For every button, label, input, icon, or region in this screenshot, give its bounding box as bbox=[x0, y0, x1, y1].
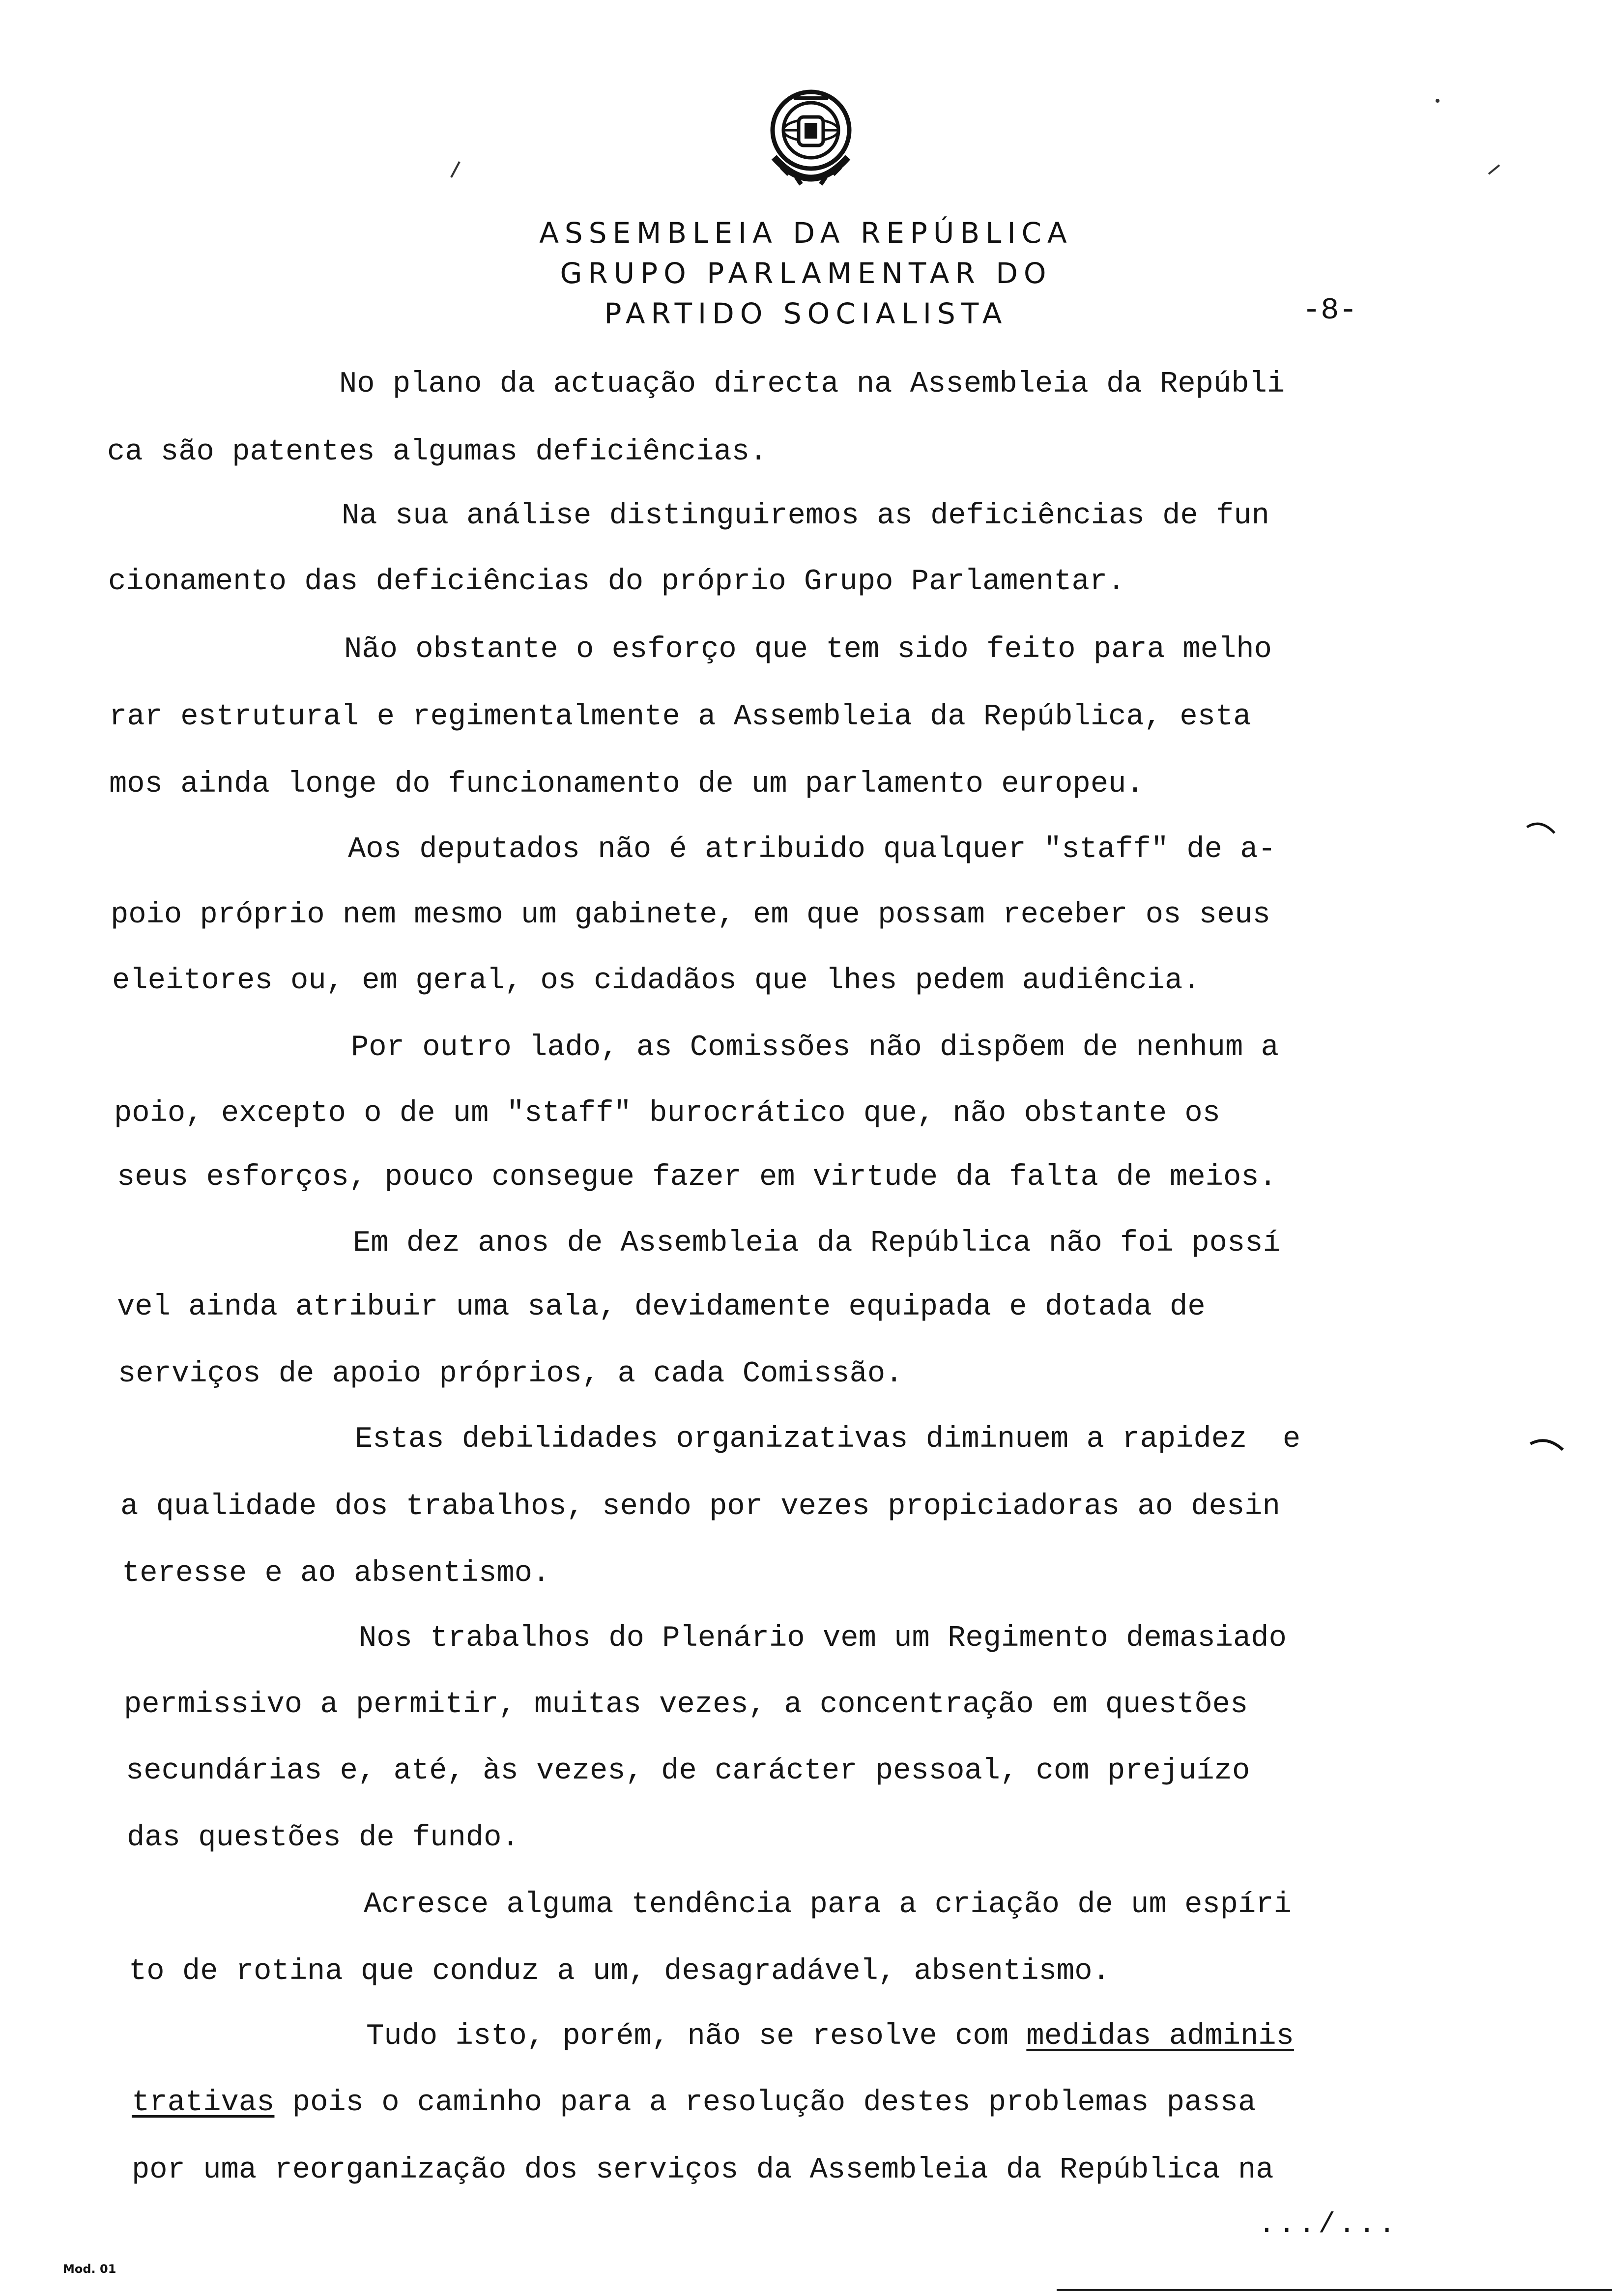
text-line: secundárias e, até, às vezes, de carácter pessoal, com prejuízo bbox=[126, 1754, 1250, 1788]
text-line: seus esforços, pouco consegue fazer em virtude da falta de meios. bbox=[117, 1161, 1277, 1194]
form-code: Mod. 01 bbox=[63, 2262, 116, 2276]
text-line: cionamento das deficiências do próprio Grupo Parlamentar. bbox=[108, 565, 1125, 599]
text-line bbox=[132, 2086, 1256, 2120]
text-line: por uma reorganização dos serviços da Assembleia da República na bbox=[132, 2153, 1274, 2187]
margin-mark-icon bbox=[1529, 1435, 1564, 1455]
text-line: Acresce alguma tendência para a criação de um espíri bbox=[364, 1888, 1292, 1922]
text-line: a qualidade dos trabalhos, sendo por vezes propiciadoras ao desin bbox=[120, 1490, 1280, 1523]
text-line: das questões de fundo. bbox=[127, 1821, 519, 1855]
margin-mark-icon bbox=[1526, 818, 1555, 838]
underlined-text: trativas bbox=[132, 2086, 275, 2120]
underlined-text: medidas adminis bbox=[1026, 2020, 1294, 2053]
bottom-rule bbox=[1057, 2288, 1612, 2293]
text-line: Em dez anos de Assembleia da República não foi possí bbox=[353, 1227, 1281, 1260]
text-line: permissivo a permitir, muitas vezes, a concentração em questões bbox=[124, 1688, 1248, 1722]
text-line: vel ainda atribuir uma sala, devidamente equipada e dotada de bbox=[117, 1291, 1206, 1324]
letterhead-line-1: ASSEMBLEIA DA REPÚBLICA bbox=[539, 216, 1073, 250]
letterhead-line-2: GRUPO PARLAMENTAR DO bbox=[560, 257, 1052, 290]
text-segment: pois o caminho para a resolução destes problemas passa bbox=[274, 2086, 1256, 2120]
margin-mark-icon bbox=[1433, 96, 1442, 106]
text-line: Aos deputados não é atribuido qualquer "staff" de a- bbox=[348, 833, 1276, 866]
text-line: rar estrutural e regimentalmente a Assembleia da República, esta bbox=[109, 700, 1251, 734]
margin-mark-icon bbox=[447, 160, 462, 179]
text-line: ca são patentes algumas deficiências. bbox=[107, 435, 768, 469]
text-segment: Tudo isto, porém, não se resolve com bbox=[366, 2020, 1027, 2053]
text-line bbox=[366, 2020, 1294, 2053]
text-line: poio próprio nem mesmo um gabinete, em que possam receber os seus bbox=[111, 898, 1270, 932]
text-line: mos ainda longe do funcionamento de um parlamento europeu. bbox=[109, 768, 1144, 801]
text-line: serviços de apoio próprios, a cada Comissão. bbox=[118, 1357, 903, 1391]
continuation-marker: .../... bbox=[1258, 2209, 1399, 2241]
letterhead-line-3: PARTIDO SOCIALISTA bbox=[604, 297, 1008, 330]
text-line: Nos trabalhos do Plenário vem um Regimento demasiado bbox=[359, 1622, 1287, 1655]
text-line: to de rotina que conduz a um, desagradável, absentismo. bbox=[129, 1955, 1110, 1988]
text-line: eleitores ou, em geral, os cidadãos que lhes pedem audiência. bbox=[112, 964, 1201, 998]
text-line: Na sua análise distinguiremos as deficiências de fun bbox=[342, 499, 1269, 533]
text-line: Não obstante o esforço que tem sido feito para melho bbox=[344, 633, 1272, 666]
margin-mark-icon bbox=[1487, 162, 1501, 177]
text-line: poio, excepto o de um "staff" burocrático que, não obstante os bbox=[114, 1097, 1220, 1130]
text-line: No plano da actuação directa na Assembleia da Repúbli bbox=[339, 368, 1285, 401]
text-line: Estas debilidades organizativas diminuem a rapidez e bbox=[355, 1423, 1301, 1456]
text-line: Por outro lado, as Comissões não dispõem de nenhum a bbox=[351, 1031, 1279, 1064]
text-line: teresse e ao absentismo. bbox=[122, 1557, 550, 1590]
coat-of-arms-seal-icon bbox=[759, 84, 863, 197]
page-number: -8- bbox=[1302, 293, 1357, 328]
